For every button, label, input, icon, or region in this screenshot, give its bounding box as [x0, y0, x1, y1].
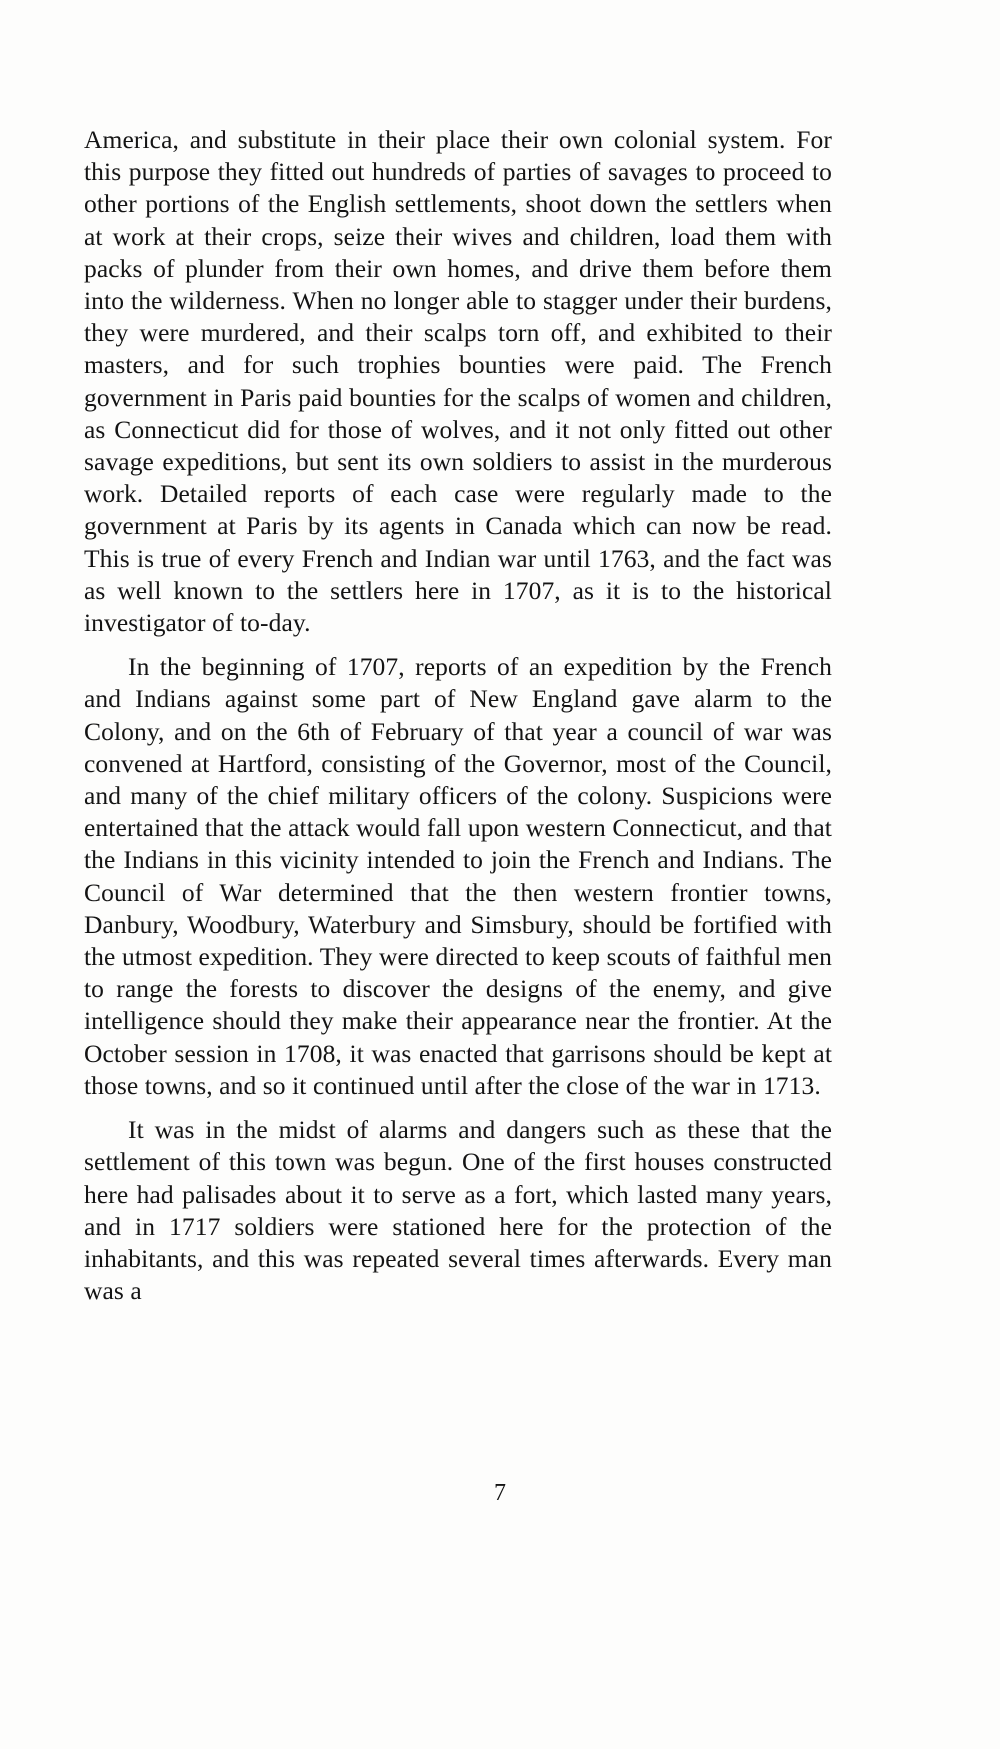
page-text-body: [84, 124, 832, 1307]
body-paragraph-3: It was in the midst of alarms and dangers such as these that the settlement of this town was begun. One of the first houses constructed here had palisades about it to serve as a fort, which lasted many years, and in 1717 soldiers were stationed here for the protection of the inhabitants, and this was repeated several times afterwards. Every man was a: [84, 1115, 832, 1306]
body-paragraph-2: In the beginning of 1707, reports of an expedition by the French and Indians against some part of New England gave alarm to the Colony, and on the 6th of February of that year a council of war was convened at Hartford, consisting of the Governor, most of the Council, and many of the chief military officers of the colony. Suspicions were entertained that the attack would fall upon western Connecticut, and that the Indians in this vicinity intended to join the French and Indians. The Council of War determined that the then western frontier towns, Danbury, Woodbury, Waterbury and Simsbury, should be fortified with the utmost expedition. They were directed to keep scouts of faithful men to range the forests to discover the designs of the enemy, and give intelligence should they make their appearance near the frontier. At the October session in 1708, it was enacted that garrisons should be kept at those towns, and so it continued until after the close of the war in 1713.: [84, 652, 832, 1100]
body-paragraph-1: America, and substitute in their place their own colonial system. For this purpose they fitted out hundreds of parties of savages to proceed to other portions of the English settlements, shoot down the settlers when at work at their crops, seize their wives and children, load them with packs of plunder from their own homes, and drive them before them into the wilderness. When no longer able to stagger under their burdens, they were murdered, and their scalps torn off, and exhibited to their masters, and for such trophies bounties were paid. The French government in Paris paid bounties for the scalps of women and children, as Connecticut did for those of wolves, and it not only fitted out other savage expeditions, but sent its own soldiers to assist in the murderous work. Detailed reports of each case were regularly made to the government at Paris by its agents in Canada which can now be read. This is true of every French and Indian war until 1763, and the fact was as well known to the settlers here in 1707, as it is to the historical investigator of to-day.: [84, 125, 832, 638]
page-number: 7: [494, 1480, 506, 1506]
